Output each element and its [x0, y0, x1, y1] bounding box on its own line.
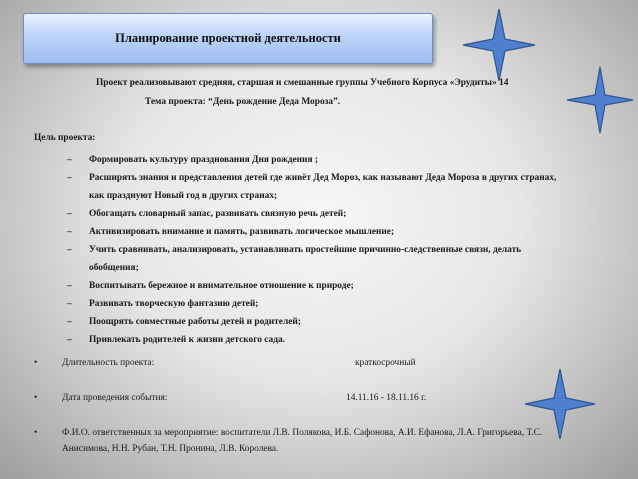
star-icon-right — [564, 64, 636, 136]
goals-list — [34, 151, 624, 349]
list-item: – Поощрять совместные работы детей и родителей; — [67, 317, 301, 327]
list-item: – Привлекать родителей к жизни детского сада. — [67, 335, 285, 345]
dates-value: 14.11.16 - 18.11.16 г. — [346, 393, 427, 403]
list-item: – Формировать культуру празднования Дня рождения ; — [67, 155, 318, 165]
responsible-line-2: Анисимова, Н.Н. Рубан, Т.Н. Пронина, Л.В. Королева. — [62, 444, 279, 454]
list-item: – Расширять знания и представления детей где живёт Дед Мороз, как называют Деда Мороза в других странах, — [67, 173, 557, 183]
duration-value: краткосрочный — [355, 358, 416, 368]
goal-heading: Цель проекта: — [34, 133, 96, 143]
list-item: – Развивать творческую фантазию детей; — [67, 299, 259, 309]
bullet-icon: • — [34, 428, 38, 438]
responsible-line-1: Ф.И.О. ответственных за мероприятие: воспитатели Л.В. Полякова, И.Б. Сафонова, А.И. Ефанова, Л.А. Григорьева, Т.С. — [62, 428, 543, 438]
intro-line: Проект реализовывают средняя, старшая и смешанные группы Учебного Корпуса «Эрудиты» 14 — [96, 78, 509, 88]
list-item: обобщения; — [89, 263, 139, 273]
star-icon-top-right — [459, 5, 539, 85]
theme-line: Тема проекта: “День рождение Деда Мороза”. — [145, 97, 341, 107]
title-box — [23, 13, 433, 64]
list-item: – Учить сравнивать, анализировать, устанавливать простейшие причинно-следственные связи, делать — [67, 245, 522, 255]
dates-label: Дата проведения события: — [62, 393, 168, 403]
bullet-icon: • — [34, 393, 38, 403]
page-title: Планирование проектной деятельности — [115, 31, 341, 45]
list-item: как празднуют Новый год в других странах; — [89, 191, 278, 201]
list-item: – Активизировать внимание и память, развивать логическое мышление; — [67, 227, 395, 237]
bullet-icon: • — [34, 358, 38, 368]
duration-label: Длительность проекта: — [62, 358, 155, 368]
list-item: – Обогащать словарный запас, развивать связную речь детей; — [67, 209, 347, 219]
list-item: – Воспитывать бережное и внимательное отношение к природе; — [67, 281, 354, 291]
